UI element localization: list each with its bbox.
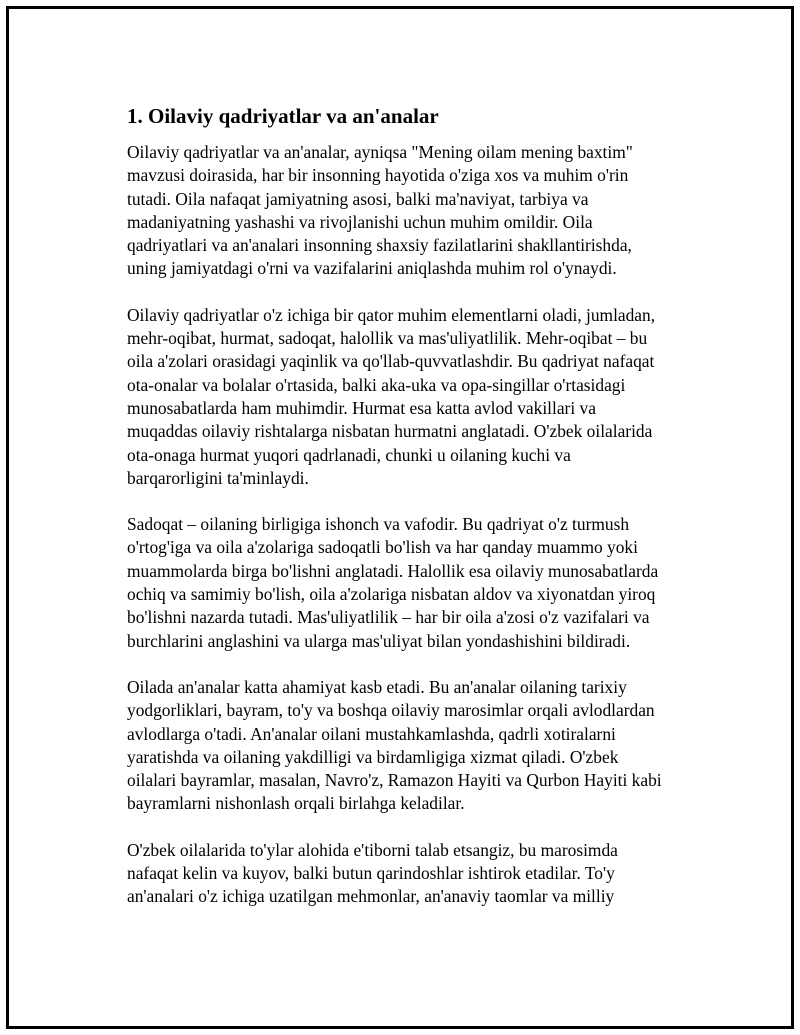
page-frame [6, 6, 794, 1029]
text-line: Sadoqat – oilaning birligiga ishonch va vafodir. Bu qadriyat o'z turmush [127, 514, 630, 535]
text-line: ota-onalar va bolalar o'rtasida, balki aka-uka va opa-singillar o'rtasidagi [127, 374, 626, 395]
text-line: mavzusi doirasida, har bir insonning hayotida o'ziga xos va muhim o'rin [127, 165, 629, 186]
text-line: O'zbek oilalarida to'ylar alohida e'tiborni talab etsangiz, bu marosimda [127, 839, 618, 860]
text-line: ota-onaga hurmat yuqori qadrlanadi, chunki u oilaning kuchi va [127, 444, 571, 465]
text-line: munosabatlarda ham muhimdir. Hurmat esa katta avlod vakillari va [127, 397, 596, 418]
text-line: muqaddas oilaviy rishtalarga nisbatan hurmatni anglatadi. O'zbek oilalarida [127, 421, 653, 442]
text-line: Oilada an'analar katta ahamiyat kasb etadi. Bu an'analar oilaning tarixiy [127, 676, 627, 697]
text-line: tutadi. Oila nafaqat jamiyatning asosi, balki ma'naviyat, tarbiya va [127, 188, 589, 209]
text-line: an'analari o'z ichiga uzatilgan mehmonlar, an'anaviy taomlar va milliy [127, 886, 615, 907]
text-line: burchlarini anglashini va ularga mas'uliyat bilan yondashishini bildiradi. [127, 630, 631, 651]
text-line: ochiq va samimiy bo'lish, oila a'zolariga nisbatan aldov va xiyonatdan yiroq [127, 584, 656, 605]
text-line: qadriyatlari va an'analari insonning shaxsiy fazilatlarini shakllantirishda, [127, 235, 632, 256]
text-line: oilalari bayramlar, masalan, Navro'z, Ramazon Hayiti va Qurbon Hayiti kabi [127, 770, 662, 791]
text-line: muammolarda birga bo'lishni anglatadi. Halollik esa oilaviy munosabatlarda [127, 560, 659, 581]
text-line: bayramlarni nishonlash orqali birlahga keladilar. [127, 793, 465, 814]
paragraph-2 [127, 304, 707, 490]
paragraph-4 [127, 676, 707, 816]
section-heading: 1. Oilaviy qadriyatlar va an'analar [127, 104, 439, 128]
document-body [127, 101, 707, 932]
paragraph-5 [127, 839, 707, 909]
text-line: uning jamiyatdagi o'rni va vazifalarini aniqlashda muhim rol o'ynaydi. [127, 258, 617, 279]
text-line: yodgorliklari, bayram, to'y va boshqa oilaviy marosimlar orqali avlodlardan [127, 700, 655, 721]
text-line: bo'lishni nazarda tutadi. Mas'uliyatlilik – har bir oila a'zosi o'z vazifalari va [127, 607, 650, 628]
paragraph-3 [127, 513, 707, 653]
paragraph-1 [127, 141, 707, 281]
text-line: mehr-oqibat, hurmat, sadoqat, halollik va mas'uliyatlilik. Mehr-oqibat – bu [127, 328, 648, 349]
text-line: nafaqat kelin va kuyov, balki butun qarindoshlar ishtirok etadilar. To'y [127, 863, 615, 884]
text-line: oila a'zolari orasidagi yaqinlik va qo'llab-quvvatlashdir. Bu qadriyat nafaqat [127, 351, 655, 372]
text-line: Oilaviy qadriyatlar va an'analar, ayniqsa "Mening oilam mening baxtim" [127, 142, 633, 162]
text-line: yaratishda va oilaning yakdilligi va birdamligiga xizmat qiladi. O'zbek [127, 746, 619, 767]
text-line: Oilaviy qadriyatlar o'z ichiga bir qator muhim elementlarni oladi, jumladan, [127, 304, 656, 325]
text-line: o'rtog'iga va oila a'zolariga sadoqatli bo'lish va har qanday muammo yoki [127, 537, 638, 558]
text-line: avlodlarga o'tadi. An'analar oilani mustahkamlashda, qadrli xotiralarni [127, 723, 616, 744]
text-line: barqarorligini ta'minlaydi. [127, 467, 309, 488]
text-line: madaniyatning yashashi va rivojlanishi uchun muhim omildir. Oila [127, 211, 593, 232]
